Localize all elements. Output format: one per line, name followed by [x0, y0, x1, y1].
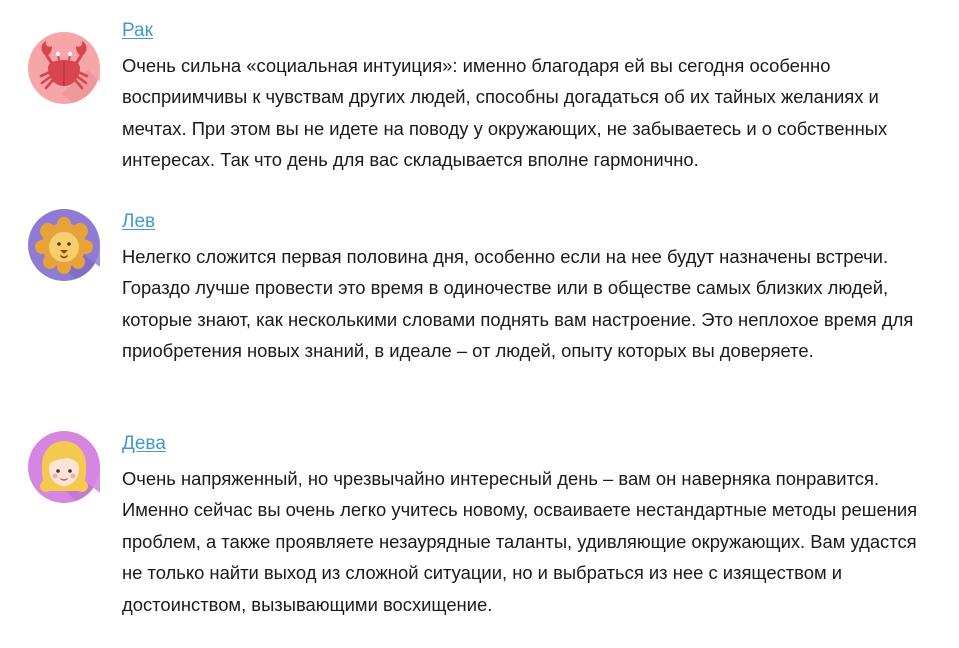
- horoscope-content-cancer: [122, 20, 937, 176]
- cancer-crab-icon: [28, 32, 100, 104]
- horoscope-content-leo: [122, 211, 937, 367]
- sign-link-cancer[interactable]: Рак: [122, 20, 153, 41]
- virgo-girl-icon: [28, 431, 100, 503]
- leo-lion-icon: [28, 209, 100, 281]
- horoscope-content-virgo: [122, 433, 937, 620]
- sign-link-leo[interactable]: Лев: [122, 211, 156, 232]
- sign-link-virgo[interactable]: Дева: [122, 433, 166, 454]
- sign-description-virgo: Очень напряженный, но чрезвычайно интересный день – вам он наверняка понравится. Именно сейчас вы очень легко учитесь новому, осваиваете нестандартные методы решения проблем, а также проявляете незаурядные таланты, удивляющие окружающих. Вам удастся не только найти выход из сложной ситуации, но и выбраться из нее с изяществом и достоинством, вызывающими восхищение.: [122, 468, 918, 615]
- sign-description-leo: Нелегко сложится первая половина дня, особенно если на нее будут назначены встречи. Гораздо лучше провести это время в одиночестве или в обществе самых близких людей, которые знают, как несколькими словами поднять вам настроение. Это неплохое время для приобретения новых знаний, в идеале – от людей, опыту которых вы доверяете.: [122, 246, 914, 362]
- sign-description-cancer: Очень сильна «социальная интуиция»: именно благодаря ей вы сегодня особенно восприимчивы к чувствам других людей, способны догадаться об их тайных желаниях и мечтах. При этом вы не идете на поводу у окружающих, не забываетесь и о собственных интересах. Так что день для вас складывается вполне гармонично.: [122, 55, 888, 171]
